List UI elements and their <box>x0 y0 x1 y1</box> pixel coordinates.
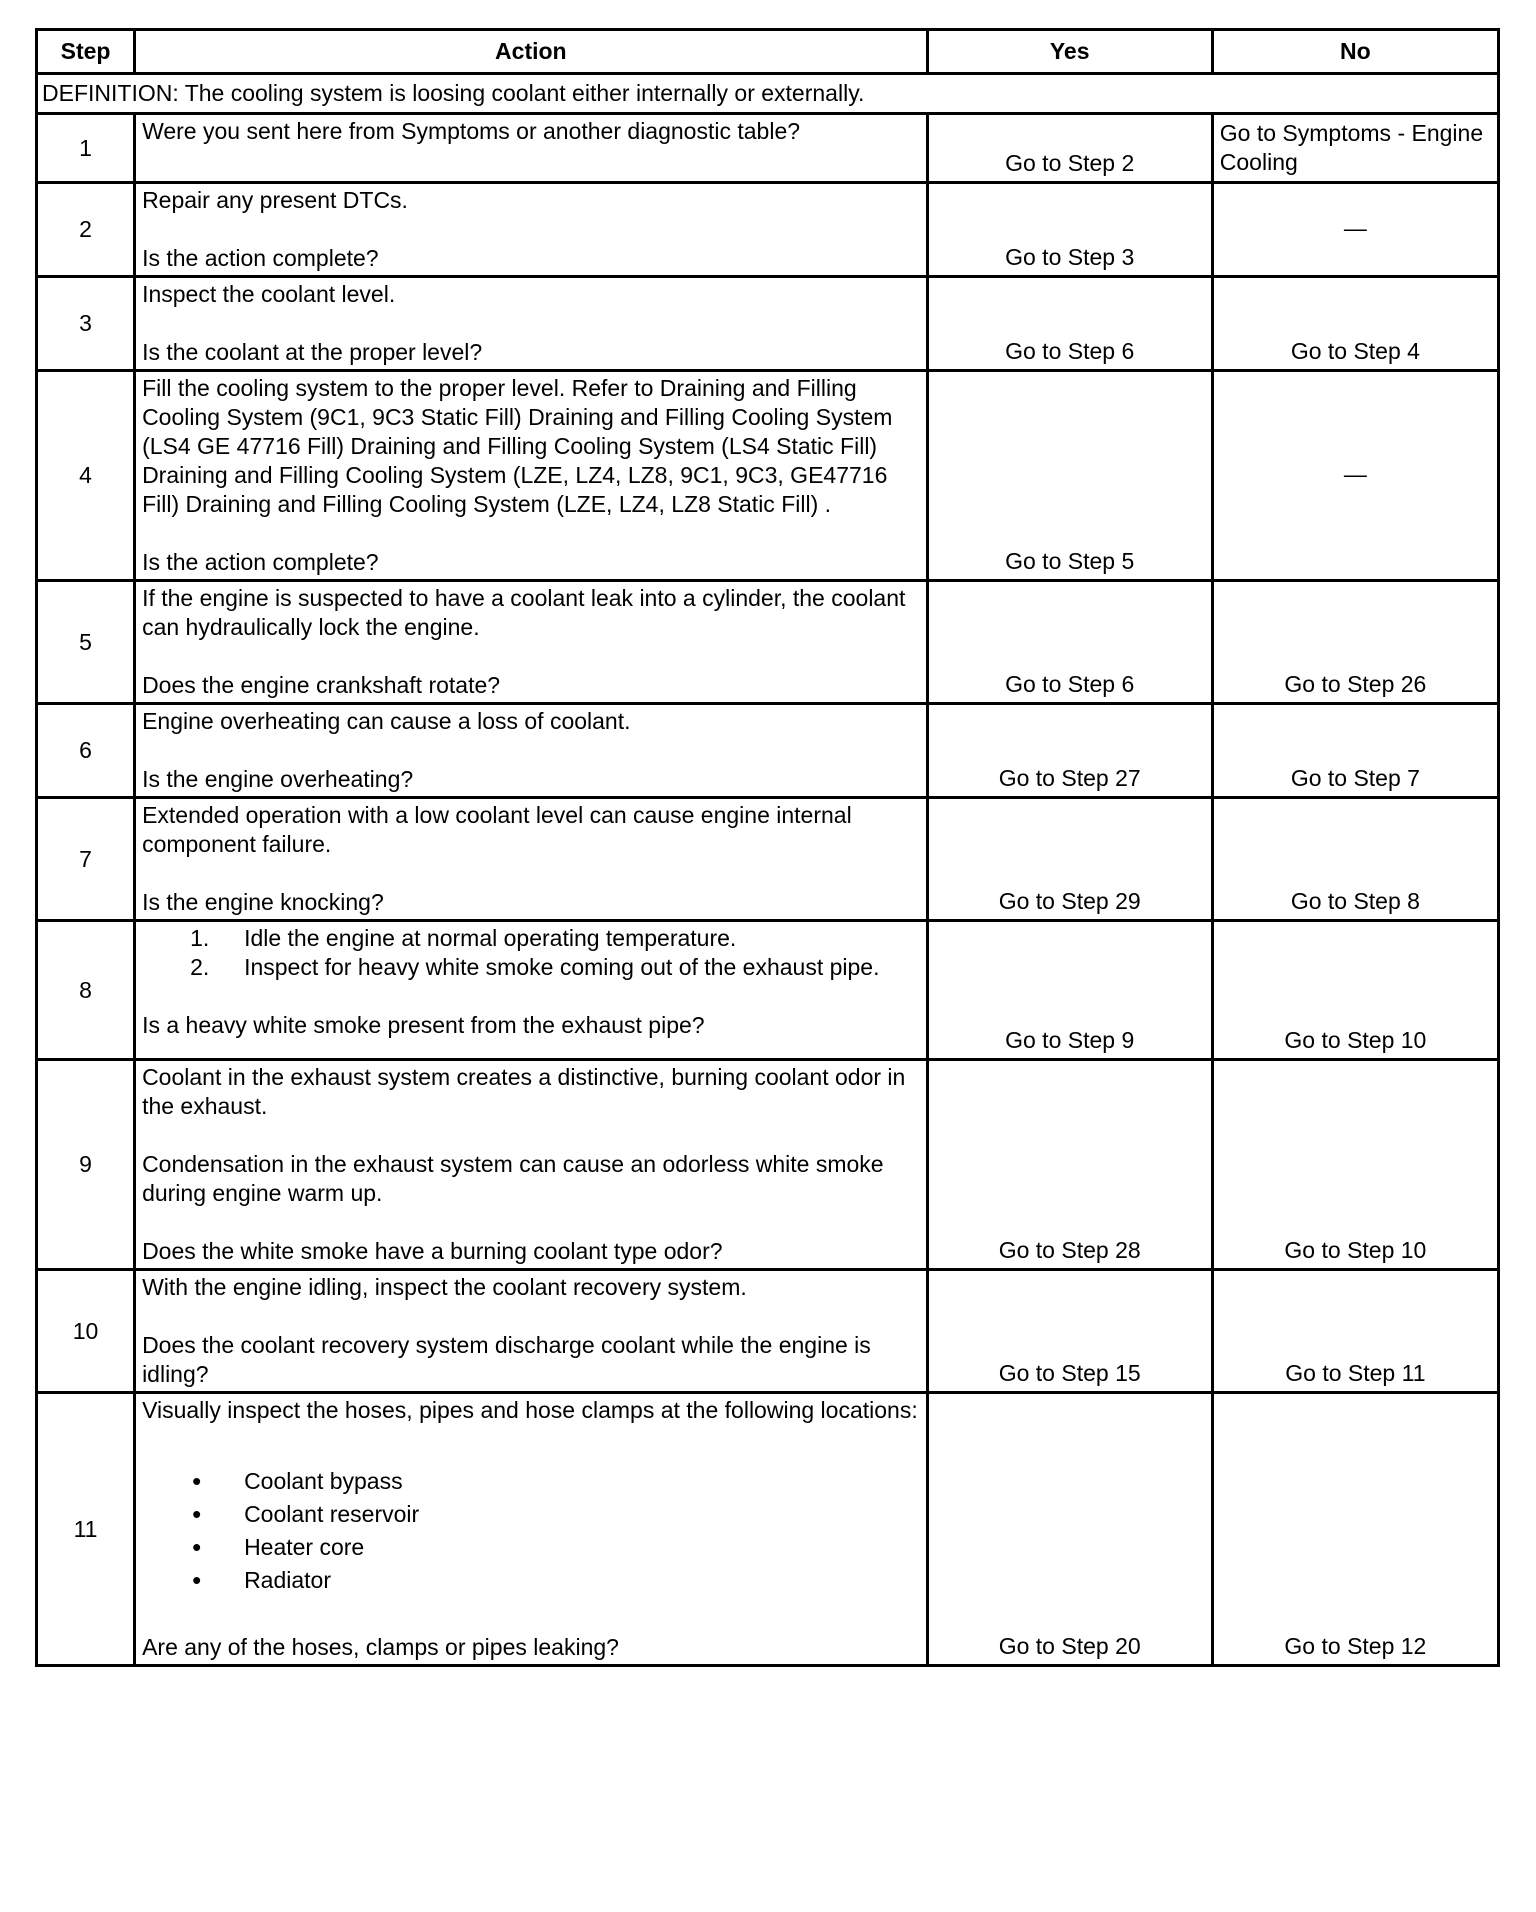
table-row <box>37 798 1499 921</box>
header-action: Action <box>135 30 928 74</box>
action-text: Engine overheating can cause a loss of coolant. <box>142 708 631 734</box>
action-cell <box>135 1060 928 1270</box>
table-row <box>37 704 1499 798</box>
action-question: Is the action complete? <box>142 549 379 575</box>
action-cell <box>135 183 928 277</box>
table-row <box>37 114 1499 183</box>
no-cell: Go to Step 11 <box>1212 1270 1498 1393</box>
header-step: Step <box>37 30 135 74</box>
action-text: Fill the cooling system to the proper level. Refer to Draining and Filling Cooling System (9C1, 9C3 Static Fill) Draining and Filling Cooling System (LS4 GE 47716 Fill) Draining and Filling Cooling System (LS4 Static Fill) Draining and Filling Cooling System (LZE, LZ4, LZ8, 9C1, 9C3, GE47716 Fill) Draining and Filling Cooling System (LZE, LZ4, LZ8 Static Fill) . <box>142 375 893 517</box>
list-item: • Coolant reservoir <box>244 1498 922 1531</box>
step-number: 2 <box>37 183 135 277</box>
yes-cell: Go to Step 6 <box>927 581 1212 704</box>
action-text: Visually inspect the hoses, pipes and hose clamps at the following locations: <box>142 1397 918 1423</box>
yes-cell: Go to Step 27 <box>927 704 1212 798</box>
action-text: Condensation in the exhaust system can cause an odorless white smoke during engine warm up. <box>142 1151 884 1206</box>
yes-cell: Go to Step 6 <box>927 277 1212 371</box>
step-number: 11 <box>37 1393 135 1666</box>
yes-cell: Go to Step 15 <box>927 1270 1212 1393</box>
no-cell: — <box>1212 183 1498 277</box>
action-cell <box>135 581 928 704</box>
action-question: Does the coolant recovery system discharge coolant while the engine is idling? <box>142 1332 871 1387</box>
action-question: Does the white smoke have a burning coolant type odor? <box>142 1238 723 1264</box>
definition-text: DEFINITION: The cooling system is loosing coolant either internally or externally. <box>37 74 1499 114</box>
no-cell: Go to Step 4 <box>1212 277 1498 371</box>
action-text: Coolant in the exhaust system creates a distinctive, burning coolant odor in the exhaust. <box>142 1064 906 1119</box>
action-text: With the engine idling, inspect the coolant recovery system. <box>142 1274 747 1300</box>
step-number: 7 <box>37 798 135 921</box>
no-cell: — <box>1212 371 1498 581</box>
action-question: Is the action complete? <box>142 245 379 271</box>
location-list <box>142 1465 922 1597</box>
action-cell <box>135 277 928 371</box>
table-row <box>37 1393 1499 1666</box>
action-question: Is the coolant at the proper level? <box>142 339 483 365</box>
action-cell <box>135 1393 928 1666</box>
list-item: • Radiator <box>244 1564 922 1597</box>
action-text: Were you sent here from Symptoms or another diagnostic table? <box>142 118 801 144</box>
procedure-list <box>142 924 922 982</box>
table-row <box>37 183 1499 277</box>
action-cell <box>135 921 928 1060</box>
step-number: 3 <box>37 277 135 371</box>
action-text: Inspect the coolant level. <box>142 281 396 307</box>
action-text: If the engine is suspected to have a coolant leak into a cylinder, the coolant can hydraulically lock the engine. <box>142 585 906 640</box>
header-no: No <box>1212 30 1498 74</box>
step-number: 9 <box>37 1060 135 1270</box>
action-cell <box>135 371 928 581</box>
diagnostic-table <box>35 28 1500 1667</box>
yes-cell: Go to Step 2 <box>927 114 1212 183</box>
action-text: Repair any present DTCs. <box>142 187 408 213</box>
yes-cell: Go to Step 5 <box>927 371 1212 581</box>
diagnostic-table-page <box>35 28 1500 1667</box>
action-cell <box>135 798 928 921</box>
yes-cell: Go to Step 29 <box>927 798 1212 921</box>
action-text: Extended operation with a low coolant level can cause engine internal component failure. <box>142 802 852 857</box>
step-number: 10 <box>37 1270 135 1393</box>
list-item: • Heater core <box>244 1531 922 1564</box>
table-row <box>37 921 1499 1060</box>
no-cell: Go to Step 26 <box>1212 581 1498 704</box>
list-item <box>190 953 922 982</box>
action-question: Is the engine overheating? <box>142 766 414 792</box>
no-cell: Go to Step 8 <box>1212 798 1498 921</box>
step-number: 4 <box>37 371 135 581</box>
action-cell <box>135 704 928 798</box>
no-cell: Go to Symptoms - Engine Cooling <box>1212 114 1498 183</box>
no-cell: Go to Step 10 <box>1212 921 1498 1060</box>
list-item-text: Idle the engine at normal operating temperature. <box>244 925 737 951</box>
action-cell <box>135 1270 928 1393</box>
action-cell <box>135 114 928 183</box>
no-cell: Go to Step 7 <box>1212 704 1498 798</box>
header-yes: Yes <box>927 30 1212 74</box>
step-number: 5 <box>37 581 135 704</box>
list-item <box>190 924 922 953</box>
yes-cell: Go to Step 9 <box>927 921 1212 1060</box>
list-item: • Coolant bypass <box>244 1465 922 1498</box>
no-cell: Go to Step 10 <box>1212 1060 1498 1270</box>
yes-cell: Go to Step 28 <box>927 1060 1212 1270</box>
table-row <box>37 277 1499 371</box>
step-number: 8 <box>37 921 135 1060</box>
table-row <box>37 371 1499 581</box>
step-number: 6 <box>37 704 135 798</box>
action-question: Is a heavy white smoke present from the exhaust pipe? <box>142 1012 705 1038</box>
table-row <box>37 581 1499 704</box>
header-row <box>37 30 1499 74</box>
definition-row <box>37 74 1499 114</box>
step-number: 1 <box>37 114 135 183</box>
list-item-number: 1. <box>190 925 210 951</box>
list-item-text: Inspect for heavy white smoke coming out of the exhaust pipe. <box>244 954 880 980</box>
no-cell: Go to Step 12 <box>1212 1393 1498 1666</box>
yes-cell: Go to Step 20 <box>927 1393 1212 1666</box>
table-row <box>37 1060 1499 1270</box>
action-question: Are any of the hoses, clamps or pipes leaking? <box>142 1634 619 1660</box>
table-row <box>37 1270 1499 1393</box>
list-item-number: 2. <box>190 954 210 980</box>
action-question: Does the engine crankshaft rotate? <box>142 672 501 698</box>
yes-cell: Go to Step 3 <box>927 183 1212 277</box>
action-question: Is the engine knocking? <box>142 889 384 915</box>
